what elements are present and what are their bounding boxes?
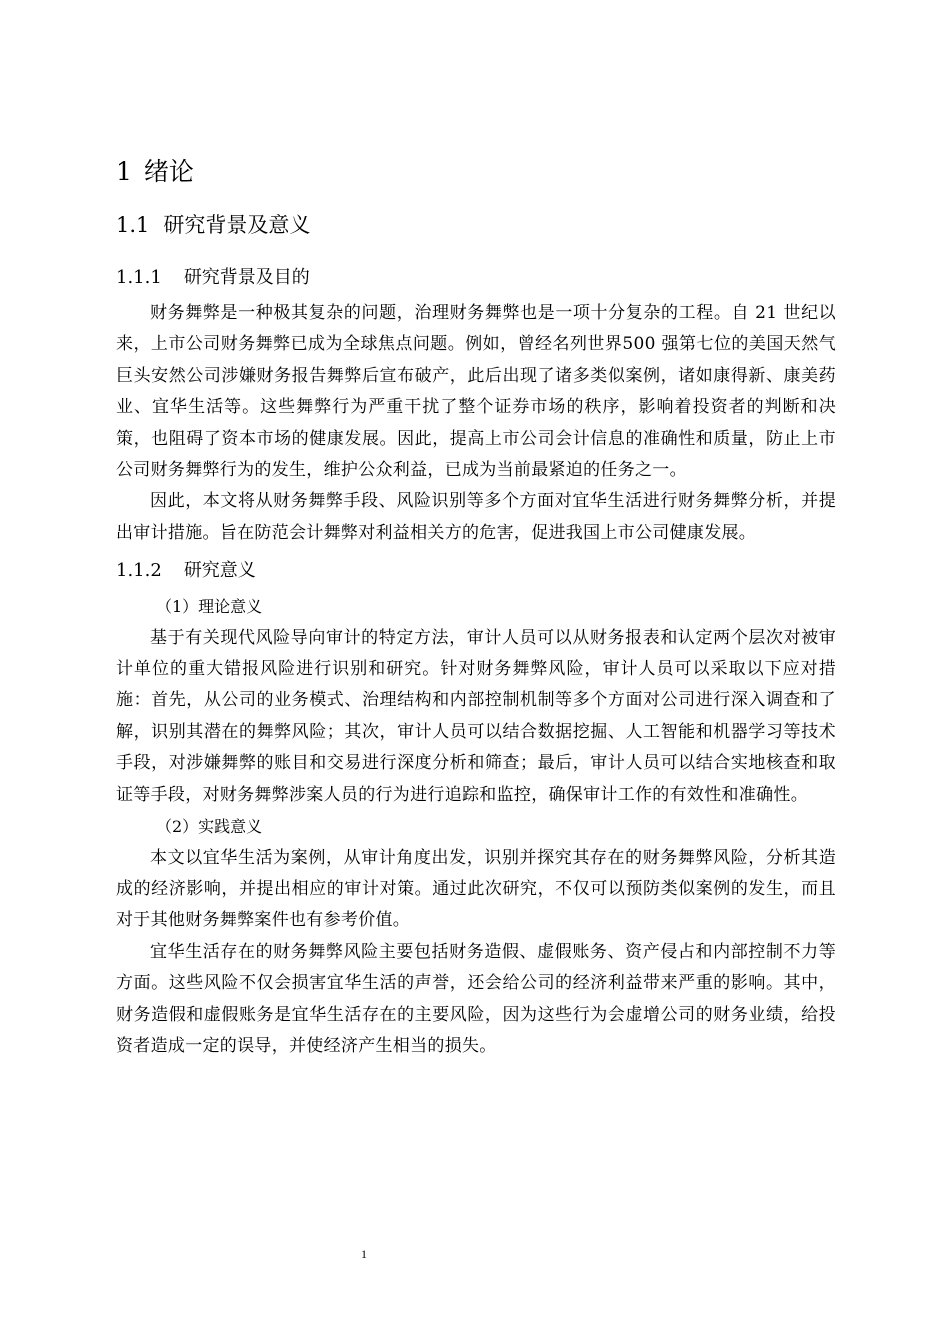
- page-number: 1: [361, 1247, 367, 1261]
- page-content: [116, 150, 836, 1062]
- subsection-number-1: 1.1.1: [116, 267, 162, 288]
- paragraph-practice-2: 宜华生活存在的财务舞弊风险主要包括财务造假、虚假账务、资产侵占和内部控制不力等方面。这些风险不仅会损害宜华生活的声誉，还会给公司的经济利益带来严重的影响。其中，财务造假和虚假账务是宜华生活存在的主要风险，因为这些行为会虚增公司的财务业绩，给投资者造成一定的误导，并使经济产生相当的损失。: [116, 941, 836, 1056]
- practice-label: （2）实践意义: [156, 817, 263, 837]
- subsection-title-1: 研究背景及目的: [183, 267, 310, 288]
- paragraph-background: 财务舞弊是一种极其复杂的问题，治理财务舞弊也是一项十分复杂的工程。自 21 世纪以来，上市公司财务舞弊已成为全球焦点问题。例如，曾经名列世界500 强第七位的美国天然气巨头安然公司涉嫌财务报告舞弊后宣布破产，此后出现了诸多类似案例，诸如康得新、康美药业、宜华生活等。这些舞弊行为严重干扰了整个证券市场的秩序，影响着投资者的判断和决策，也阻碍了资本市场的健康发展。因此，提高上市公司会计信息的准确性和质量，防止上市公司财务舞弊行为的发生，维护公众利益，已成为当前最紧迫的任务之一。: [116, 303, 836, 481]
- chapter-heading: [116, 150, 836, 194]
- chapter-title: 绪论: [143, 157, 194, 186]
- subsection-title-2: 研究意义: [183, 560, 256, 582]
- subsection-heading-1: [116, 262, 836, 294]
- chapter-number: 1: [116, 157, 132, 186]
- paragraph-practice-1: 本文以宜华生活为案例，从审计角度出发，识别并探究其存在的财务舞弊风险，分析其造成的经济影响，并提出相应的审计对策。通过此次研究，不仅可以预防类似案例的发生，而且对于其他财务舞弊案件也有参考价值。: [116, 847, 836, 931]
- subsection-number-2: 1.1.2: [116, 560, 162, 582]
- paragraph-theory: 基于有关现代风险导向审计的特定方法，审计人员可以从财务报表和认定两个层次对被审计单位的重大错报风险进行识别和研究。针对财务舞弊风险，审计人员可以采取以下应对措施：首先，从公司的业务模式、治理结构和内部控制机制等多个方面对公司进行深入调查和了解，识别其潜在的舞弊风险；其次，审计人员可以结合数据挖掘、人工智能和机器学习等技术手段，对涉嫌舞弊的账目和交易进行深度分析和筛查；最后，审计人员可以结合实地核查和取证等手段，对财务舞弊涉案人员的行为进行追踪和监控，确保审计工作的有效性和准确性。: [116, 627, 836, 805]
- section-title: 研究背景及意义: [163, 213, 311, 237]
- theory-label: （1）理论意义: [156, 597, 263, 617]
- paragraph-purpose: 因此，本文将从财务舞弊手段、风险识别等多个方面对宜华生活进行财务舞弊分析，并提出审计措施。旨在防范会计舞弊对利益相关方的危害，促进我国上市公司健康发展。: [116, 491, 836, 543]
- section-number: 1.1: [116, 213, 150, 237]
- subsection-heading-2: [116, 555, 836, 587]
- section-heading: [116, 208, 836, 242]
